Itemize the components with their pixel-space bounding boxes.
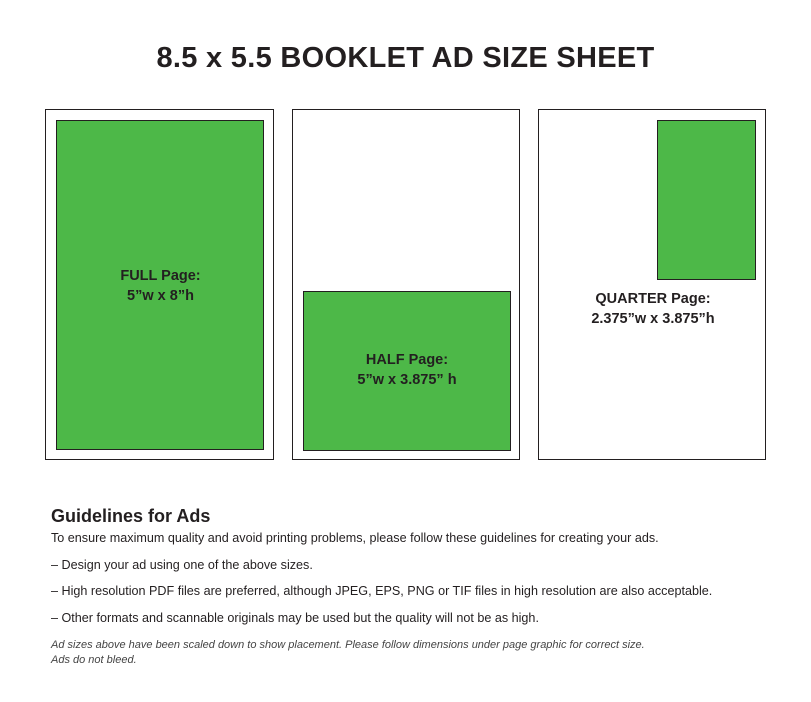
bleed-note: Ads do not bleed.	[51, 654, 137, 666]
quarter-page-name: QUARTER Page:	[595, 291, 711, 307]
guideline-item: – Other formats and scannable originals may be used but the quality will not be as high.	[51, 611, 539, 625]
full-page-size: 5”w x 8”h	[127, 288, 194, 304]
half-page-name: HALF Page:	[365, 352, 449, 368]
full-page-name: FULL Page:	[120, 268, 201, 284]
guidelines-heading: Guidelines for Ads	[51, 506, 211, 526]
guideline-item: – High resolution PDF files are preferred, although JPEG, EPS, PNG or TIF files in high resolution are also acceptable.	[51, 584, 713, 598]
half-page-label	[293, 350, 521, 390]
scale-note: Ad sizes above have been scaled down to show placement. Please follow dimensions under page graphic for correct size.	[51, 639, 645, 651]
half-page-panel	[292, 109, 520, 460]
quarter-page-label	[539, 289, 767, 329]
quarter-page-ad-area	[657, 120, 756, 280]
full-page-label	[46, 266, 275, 306]
guideline-item: – Design your ad using one of the above sizes.	[51, 558, 313, 572]
half-page-size: 5”w x 3.875” h	[357, 372, 457, 388]
page-title: 8.5 x 5.5 BOOKLET AD SIZE SHEET	[156, 42, 655, 74]
full-page-panel	[45, 109, 274, 460]
guidelines-intro: To ensure maximum quality and avoid printing problems, please follow these guidelines for creating your ads.	[51, 531, 659, 545]
quarter-page-panel	[538, 109, 766, 460]
quarter-page-size: 2.375”w x 3.875”h	[591, 311, 715, 327]
